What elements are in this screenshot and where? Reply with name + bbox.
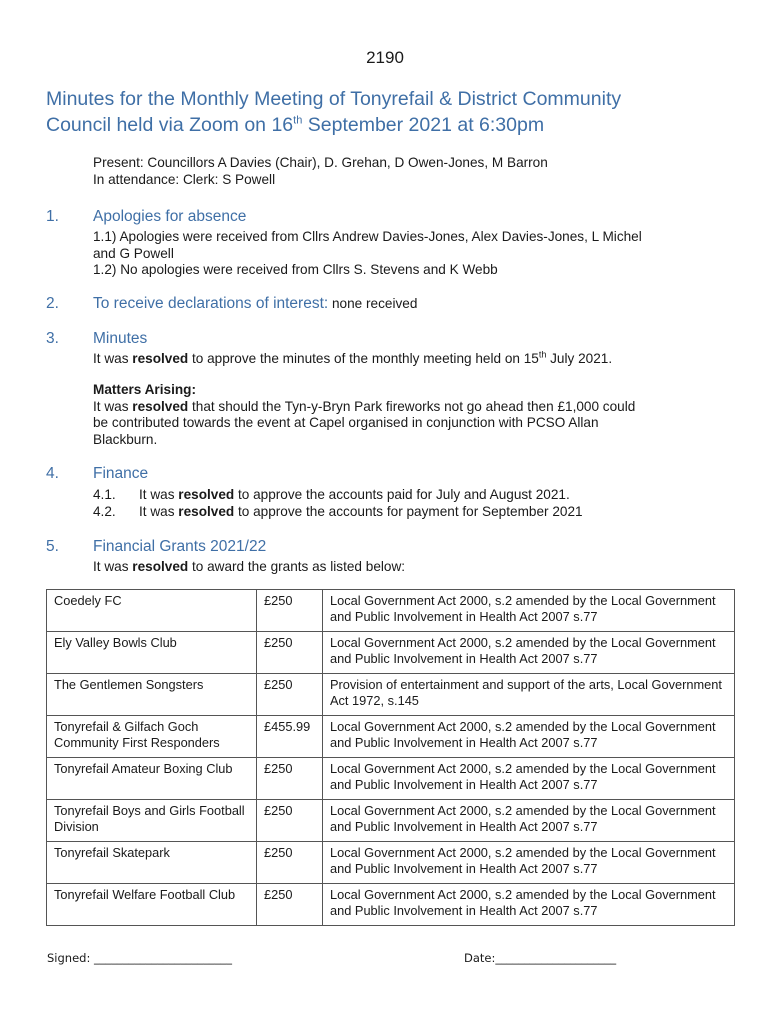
grant-basis: Local Government Act 2000, s.2 amended by the Local Government and Public Involvement in Health Act 2007 s.77 xyxy=(323,590,735,632)
section-heading xyxy=(93,295,417,313)
grants-table xyxy=(46,589,735,926)
apologies-line-1: 1.1) Apologies were received from Cllrs Andrew Davies-Jones, Alex Davies-Jones, L Michel xyxy=(93,229,642,244)
grant-recipient: The Gentlemen Songsters xyxy=(47,674,257,716)
matters-arising xyxy=(93,382,733,448)
text: be contributed towards the event at Capel organised in conjunction with PCSO Allan xyxy=(93,415,599,430)
table-row xyxy=(47,758,735,800)
section-heading-text: To receive declarations of interest: xyxy=(93,295,329,312)
text: to approve the minutes of the monthly meeting held on 15 xyxy=(188,351,539,366)
page-number: 2190 xyxy=(366,48,404,67)
section-body xyxy=(93,229,733,279)
apologies-line-3: 1.2) No apologies were received from Cllrs S. Stevens and K Webb xyxy=(93,262,498,277)
attendance-line: In attendance: Clerk: S Powell xyxy=(93,172,276,187)
finance-item xyxy=(93,486,570,503)
grant-amount: £250 xyxy=(257,800,323,842)
resolved-bold: resolved xyxy=(132,398,189,414)
grant-recipient: Tonyrefail Amateur Boxing Club xyxy=(47,758,257,800)
text: It was xyxy=(93,351,133,366)
declarations-result: none received xyxy=(328,296,418,311)
table-row xyxy=(47,842,735,884)
title-line-2-post: September 2021 at 6:30pm xyxy=(302,114,545,136)
section-number: 4. xyxy=(46,465,59,482)
document-title xyxy=(46,86,736,138)
grant-recipient: Coedely FC xyxy=(47,590,257,632)
text: It was xyxy=(139,504,179,519)
apologies-line-2: and G Powell xyxy=(93,245,174,261)
text: It was xyxy=(93,559,133,574)
table-row xyxy=(47,590,735,632)
text: July 2021. xyxy=(546,351,613,366)
grant-basis: Provision of entertainment and support of the arts, Local Government Act 1972, s.145 xyxy=(323,674,735,716)
grant-basis: Local Government Act 2000, s.2 amended by the Local Government and Public Involvement in Health Act 2007 s.77 xyxy=(323,884,735,926)
text: to approve the accounts for payment for September 2021 xyxy=(234,504,583,519)
section-number: 3. xyxy=(46,330,59,347)
resolved-bold: resolved xyxy=(132,559,189,574)
grant-amount: £250 xyxy=(257,758,323,800)
title-line-1: Minutes for the Monthly Meeting of Tonyrefail & District Community xyxy=(46,88,622,110)
grant-basis: Local Government Act 2000, s.2 amended by the Local Government and Public Involvement in Health Act 2007 s.77 xyxy=(323,716,735,758)
section-heading: Financial Grants 2021/22 xyxy=(93,538,267,555)
table-row xyxy=(47,716,735,758)
grant-recipient: Tonyrefail Welfare Football Club xyxy=(47,884,257,926)
grant-basis: Local Government Act 2000, s.2 amended by the Local Government and Public Involvement in Health Act 2007 s.77 xyxy=(323,842,735,884)
grant-amount: £455.99 xyxy=(257,716,323,758)
ordinal-sup: th xyxy=(538,349,547,360)
date-line: Date:_____________________ xyxy=(464,951,617,965)
grant-recipient: Tonyrefail & Gilfach Goch Community First Responders xyxy=(47,716,257,758)
section-heading: Finance xyxy=(93,465,149,482)
grants-resolution xyxy=(93,559,733,576)
section-number: 5. xyxy=(46,538,59,555)
grant-amount: £250 xyxy=(257,884,323,926)
grant-amount: £250 xyxy=(257,590,323,632)
present-line: Present: Councillors A Davies (Chair), D. Grehan, D Owen-Jones, M Barron xyxy=(93,155,548,170)
resolved-bold: resolved xyxy=(132,351,189,366)
text: to approve the accounts paid for July and August 2021. xyxy=(234,487,570,502)
table-row xyxy=(47,884,735,926)
table-row xyxy=(47,632,735,674)
grant-basis: Local Government Act 2000, s.2 amended by the Local Government and Public Involvement in Health Act 2007 s.77 xyxy=(323,800,735,842)
attendance-block xyxy=(93,154,548,188)
item-number: 4.1. xyxy=(93,487,116,502)
grant-amount: £250 xyxy=(257,842,323,884)
resolved-bold: resolved xyxy=(178,487,235,502)
text: to award the grants as listed below: xyxy=(188,559,406,574)
table-row xyxy=(47,674,735,716)
grant-basis: Local Government Act 2000, s.2 amended by the Local Government and Public Involvement in Health Act 2007 s.77 xyxy=(323,758,735,800)
section-number: 1. xyxy=(46,208,59,225)
section-heading: Minutes xyxy=(93,330,148,347)
finance-item xyxy=(93,503,583,520)
resolved-bold: resolved xyxy=(178,504,235,519)
grant-basis: Local Government Act 2000, s.2 amended by the Local Government and Public Involvement in Health Act 2007 s.77 xyxy=(323,632,735,674)
grant-recipient: Tonyrefail Boys and Girls Football Division xyxy=(47,800,257,842)
section-number: 2. xyxy=(46,295,59,312)
text: Blackburn. xyxy=(93,431,158,447)
title-sup: th xyxy=(293,114,303,127)
item-number: 4.2. xyxy=(93,504,116,519)
title-line-2-pre: Council held via Zoom on 16 xyxy=(46,114,294,136)
section-heading: Apologies for absence xyxy=(93,208,247,225)
signed-line: Signed: ________________________ xyxy=(47,951,232,965)
text: It was xyxy=(93,398,133,414)
table-row xyxy=(47,800,735,842)
minutes-resolution xyxy=(93,351,733,368)
grant-amount: £250 xyxy=(257,674,323,716)
text: It was xyxy=(139,487,179,502)
matters-arising-heading: Matters Arising: xyxy=(93,382,196,397)
grant-amount: £250 xyxy=(257,632,323,674)
grant-recipient: Ely Valley Bowls Club xyxy=(47,632,257,674)
text: that should the Tyn-y-Bryn Park fireworks not go ahead then £1,000 could xyxy=(188,398,636,414)
grant-recipient: Tonyrefail Skatepark xyxy=(47,842,257,884)
